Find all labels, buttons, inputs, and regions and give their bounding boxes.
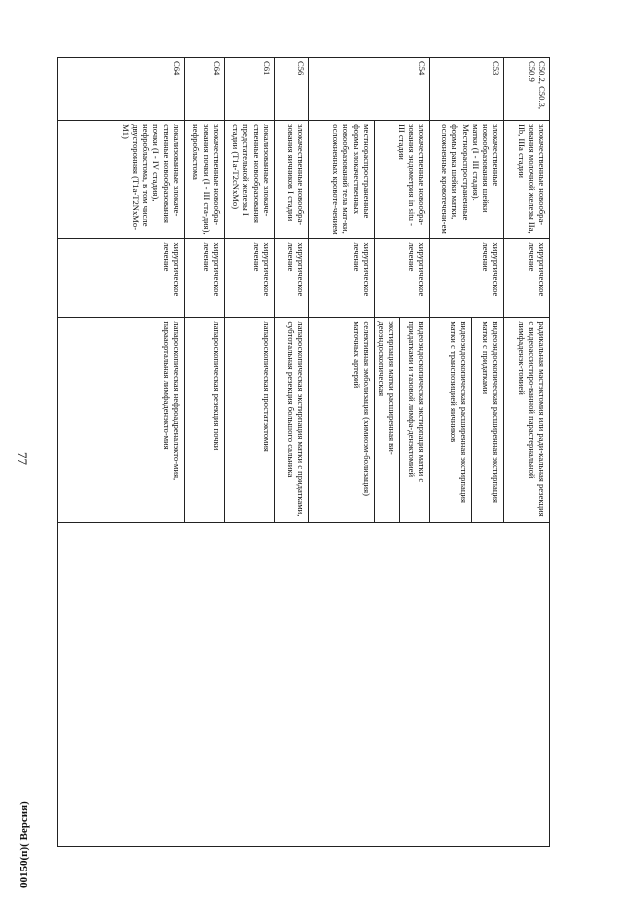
treatment-cell: хирургическое лечение: [504, 239, 550, 318]
treatment-cell: хирургическое лечение: [224, 239, 274, 318]
code-cell: С54: [308, 58, 429, 121]
code-cell: С56: [274, 58, 308, 121]
method-cell: радикальная мастэктомия или ради-кальная резекция с видеоассистиро-ванной парастернальной лимфаденэк-томией: [504, 318, 550, 523]
method-cell: экстирпация матки расширенная ви-деоэндоскопическая: [374, 318, 399, 523]
treatment-cell: хирургическое лечение: [374, 239, 429, 318]
code-cell: С61: [224, 58, 274, 121]
diagnosis-cell: злокачественные новообра-зования яичников I стадии: [274, 121, 308, 239]
diagnosis-cell: злокачественные новообра-зования эндометрия in situ - III стадии: [374, 121, 429, 239]
code-cell: С50.2, С50.3, С50.9: [504, 58, 550, 121]
empty-cell: [57, 523, 549, 847]
method-cell: лапароскопическая экстирпация матки с придатками, субтотальная резекция большого сальника: [274, 318, 308, 523]
method-cell: селективная эмболизация (химиоэм-болизация) маточных артерий: [308, 318, 374, 523]
treatment-cell: хирургическое лечение: [274, 239, 308, 318]
method-cell: лапароскопическая простатэктомия: [224, 318, 274, 523]
diagnosis-cell: злокачественные новообра-зования почки (I - III ста-дия), нефробластома: [184, 121, 224, 239]
footer-reference: 00150(п)( Версия): [18, 801, 30, 888]
diagnosis-cell: злокачественные новообра-зования молочной железы IIa, IIb, IIIa стадии: [504, 121, 550, 239]
diagnosis-cell: локализованные злокаче-ственные новообразования почки (I - IV стадия), нефробластома, в том числе двусторонняя (T1a-T2NxMo-M1): [57, 121, 184, 239]
code-cell: С64: [184, 58, 224, 121]
diagnosis-cell: злокачественные новообразования шейки матки (I - III стадия). Местнораспространенные формы рака шейки матки, осложненные кровотечени-ем: [430, 121, 504, 239]
treatment-table-wrapper: [63, 57, 550, 847]
diagnosis-cell: локализованные злокаче-ственные новообразования предстательной железы I стадии (T1a-T2cNxMo): [224, 121, 274, 239]
treatment-table: [57, 57, 550, 847]
method-cell: видеоэндоскопическая расширенная экстирпация матки с транспозицией яичников: [430, 318, 472, 523]
treatment-cell: хирургическое лечение: [57, 239, 184, 318]
method-cell: видеоэндоскопическая расширенная экстирпация матки с придатками: [472, 318, 504, 523]
treatment-cell: хирургическое лечение: [184, 239, 224, 318]
code-cell: С64: [57, 58, 184, 121]
method-cell: лапароскопическая резекция почки: [184, 318, 224, 523]
treatment-cell: хирургическое лечение: [308, 239, 374, 318]
table-row: [504, 58, 550, 847]
treatment-cell: хирургическое лечение: [430, 239, 504, 318]
diagnosis-cell: местнораспространенные формы злокачественных новообразований тела мат-ки, осложненных кровоте-чением: [308, 121, 374, 239]
method-cell: видеоэндоскопическая экстирпация матки с придатками и тазовой лимфа-денэктомией: [400, 318, 430, 523]
page-number: 77: [15, 452, 30, 465]
method-cell: лапароскопическая нефроадреналэкто-мия, парааортальная лимфаденэкто-мия: [57, 318, 184, 523]
code-cell: С53: [430, 58, 504, 121]
